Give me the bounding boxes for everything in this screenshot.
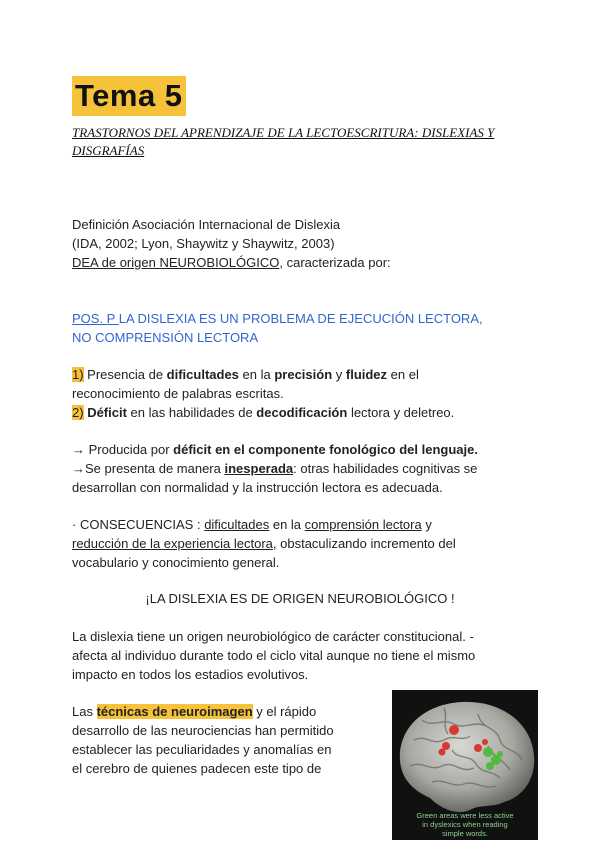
p2-line-2: desarrollo de las neurociencias han permitido: [72, 723, 334, 738]
cons-b: dificultades: [204, 517, 270, 532]
centered-statement: ¡LA DISLEXIA ES DE ORIGEN NEUROBIOLÓGICO !: [145, 591, 455, 606]
p1-line-1: La dislexia tiene un origen neurobiológico de carácter constitucional. -: [72, 629, 474, 644]
paragraph-2: [72, 702, 334, 778]
consequences: [72, 515, 456, 572]
definition-line-1: Definición Asociación Internacional de Dislexia: [72, 217, 341, 232]
subtitle: TRASTORNOS DEL APRENDIZAJE DE LA LECTOESCRITURA: DISLEXIAS Y DISGRAFÍAS: [72, 125, 495, 158]
c1e: y: [332, 367, 346, 382]
c1b: dificultades: [166, 367, 239, 382]
cons-d: comprensión lectora: [304, 517, 422, 532]
definition-line-3: [72, 253, 391, 272]
cons-e: y: [421, 517, 432, 532]
criterion-2-number: 2): [72, 405, 84, 420]
p1-line-3: impacto en todos los estadios evolutivos.: [72, 667, 309, 682]
pos-text-2: NO COMPRENSIÓN LECTORA: [72, 330, 259, 345]
arrow-2: [72, 459, 478, 478]
arrow-2-a: →Se presenta de manera: [72, 461, 225, 476]
c1c: en la: [238, 367, 275, 382]
definition-rest: , caracterizada por:: [279, 255, 391, 270]
arrow-2-b: inesperada: [224, 461, 294, 476]
p2-a: Las: [72, 704, 97, 719]
arrow-2-c: : otras habilidades cognitivas se: [293, 461, 478, 476]
definition: [72, 215, 391, 272]
criterion-1-line-2: reconocimiento de palabras escritas.: [72, 386, 284, 401]
caption-line-2: in dyslexics when reading: [422, 820, 508, 829]
cons-f: reducción de la experiencia lectora: [72, 536, 273, 551]
c1d: precisión: [274, 367, 333, 382]
criterion-2: [72, 403, 454, 422]
p1-line-2: afecta al individuo durante todo el ciclo vital aunque no tiene el mismo: [72, 648, 476, 663]
arrow-1: [72, 440, 478, 459]
c1f: fluidez: [345, 367, 388, 382]
c1a: Presencia de: [83, 367, 167, 382]
cons-c: en la: [269, 517, 305, 532]
c2c: en las habilidades de: [126, 405, 257, 420]
paragraph-1: [72, 627, 475, 684]
caption-line-1: Green areas were less active: [416, 811, 514, 820]
c2e: lectora y deletreo.: [347, 405, 455, 420]
cons-g: , obstaculizando incremento del: [272, 536, 456, 551]
cons-line-3: vocabulario y conocimiento general.: [72, 555, 280, 570]
dea-origin: DEA de origen NEUROBIOLÓGICO: [72, 255, 280, 270]
c2d: decodificación: [256, 405, 348, 420]
arrows-section: [72, 440, 478, 497]
pos-statement: [72, 309, 483, 347]
image-caption: [392, 811, 538, 838]
definition-line-2: (IDA, 2002; Lyon, Shaywitz y Shaywitz, 2003): [72, 236, 335, 251]
arrow-1-b: déficit en el componente fonológico del lenguaje.: [173, 442, 478, 457]
pos-link[interactable]: POS. P: [72, 311, 119, 326]
c2b: Déficit: [87, 405, 127, 420]
criterion-1: [72, 365, 454, 384]
brain-image: [392, 690, 538, 840]
arrow-1-a: → Producida por: [72, 442, 174, 457]
criteria-list: [72, 365, 454, 422]
page-title: Tema 5: [72, 76, 186, 116]
cons-a: · CONSECUENCIAS :: [72, 517, 205, 532]
p2-line-4: el cerebro de quienes padecen este tipo de: [72, 761, 322, 776]
arrow-2-line-2: desarrollan con normalidad y la instrucción lectora es adecuada.: [72, 480, 443, 495]
c1g: en el: [387, 367, 419, 382]
pos-text-1: LA DISLEXIA ES UN PROBLEMA DE EJECUCIÓN LECTORA,: [118, 311, 483, 326]
p2-line-3: establecer las peculiaridades y anomalías en: [72, 742, 332, 757]
p2-c: y el rápido: [252, 704, 317, 719]
criterion-1-number: 1): [72, 367, 84, 382]
caption-line-3: simple words.: [442, 829, 488, 838]
p2-b: técnicas de neuroimagen: [96, 704, 253, 719]
